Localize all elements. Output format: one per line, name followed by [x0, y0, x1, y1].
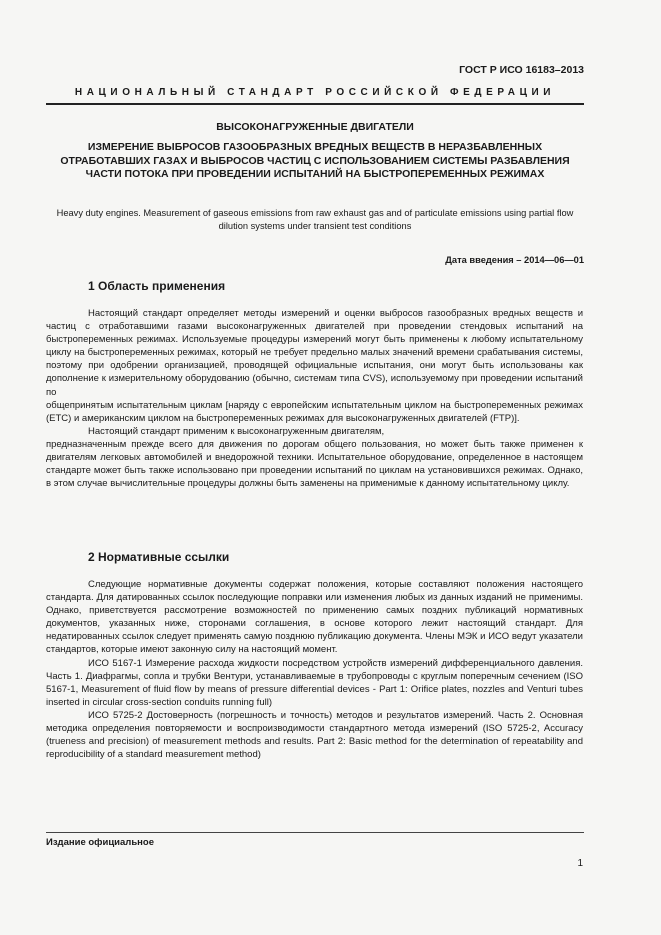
paragraph: Следующие нормативные документы содержат положения, которые составляют положения настоящего стандарта. Для датированных ссылок последующие поправки или изменения любых из данных изданий не применимы. Однако, приветствуется рассмотрение возможностей по применению самых поздних публикаций нормативных документов, указанных ниже, сторонами соглашения, в основе которого лежит настоящий стандарт. Для недатированных ссылок следует применять самую позднюю публикацию документа. Члены МЭК и ИСО ведут указатели стандартов, которые имеют законную силу на настоящий момент.	[46, 579, 583, 656]
page-number: 1	[577, 858, 583, 869]
paragraph: Настоящий стандарт определяет методы измерений и оценки выбросов газообразных вредных веществ и частиц с отработавшими газами высоконагруженных двигателей при проведении стендовых испытаний на быстропеременных режимах. Используемые процедуры измерений могут быть применены к любому испытательному циклу на быстропеременных режимах, который не требует предельно малых значений времени срабатывания системы, поэтому при одобрении организацией, проводящей официальные испытания, они могут быть использованы как дополнение к измерительному оборудованию (обычно, системам типа CVS), используемому при проведении испытаний по	[46, 308, 583, 398]
footer-divider	[46, 832, 584, 833]
document-subtitle: ИЗМЕРЕНИЕ ВЫБРОСОВ ГАЗООБРАЗНЫХ ВРЕДНЫХ ВЕЩЕСТВ В НЕРАЗБАВЛЕННЫХ ОТРАБОТАВШИХ ГАЗАХ И ВЫБРОСОВ ЧАСТИЦ С ИСПОЛЬЗОВАНИЕМ СИСТЕМЫ РАЗБАВЛЕНИЯ ЧАСТИ ПОТОКА ПРИ ПРОВЕДЕНИИ ИСПЫТАНИЙ НА БЫСТРОПЕРЕМЕННЫХ РЕЖИМАХ	[60, 141, 570, 180]
official-edition-label: Издание официальное	[46, 837, 154, 848]
document-title: ВЫСОКОНАГРУЖЕННЫЕ ДВИГАТЕЛИ	[216, 121, 414, 133]
paragraph: Настоящий стандарт применим к высоконагруженным двигателям,	[88, 425, 385, 437]
section-scope-body	[46, 307, 583, 490]
section-heading-scope: 1 Область применения	[88, 279, 226, 293]
reference-item: ИСО 5167-1 Измерение расхода жидкости посредством устройств измерений дифференциального давления. Часть 1. Диафрагмы, сопла и трубки Вентури, устанавливаемые в трубопроводы с круглым поперечным сечением (ISO 5167-1, Measurement of fluid flow by means of pressure differential devices - Part 1: Orifice plates, nozzles and Venturi tubes inserted in circular cross-section conduits running full)	[46, 657, 583, 708]
english-title: Heavy duty engines. Measurement of gaseous emissions from raw exhaust gas and of particulate emissions using partial flow dilution systems under transient test conditions	[56, 208, 574, 231]
paragraph: общепринятым испытательным циклам [наряду с европейским испытательным циклом на быстропеременных режимах (ETC) и американским циклом на быстропеременных режимах для высоконагруженных двигателей (FTP)].	[46, 399, 583, 424]
section-heading-references: 2 Нормативные ссылки	[88, 550, 230, 564]
header-divider	[46, 103, 584, 105]
gost-code: ГОСТ Р ИСО 16183–2013	[459, 64, 584, 76]
introduction-date: Дата введения – 2014—06—01	[445, 255, 584, 265]
reference-item: ИСО 5725-2 Достоверность (погрешность и точность) методов и результатов измерений. Часть 2. Основная методика определения повторяемости и воспроизводимости стандартного метода измерений (ISO 5725-2, Accuracy (trueness and precision) of measurement methods and results. Part 2: Basic method for the determination of repeatability and reproducibility of a standard measurement method)	[46, 709, 583, 761]
section-references-body	[46, 578, 583, 761]
national-standard-banner: НАЦИОНАЛЬНЫЙ СТАНДАРТ РОССИЙСКОЙ ФЕДЕРАЦИИ	[74, 87, 556, 98]
paragraph: предназначенным прежде всего для движения по дорогам общего пользования, но может быть также применен к двигателям легковых автомобилей и внедорожной техники. Испытательное оборудование, определенное в настоящем стандарте может быть также использовано при проведении испытаний по циклам на установившихся режимах. Однако, в этом случае вычислительные процедуры должны быть заменены на применимые к данному испытательному циклу.	[46, 438, 583, 490]
